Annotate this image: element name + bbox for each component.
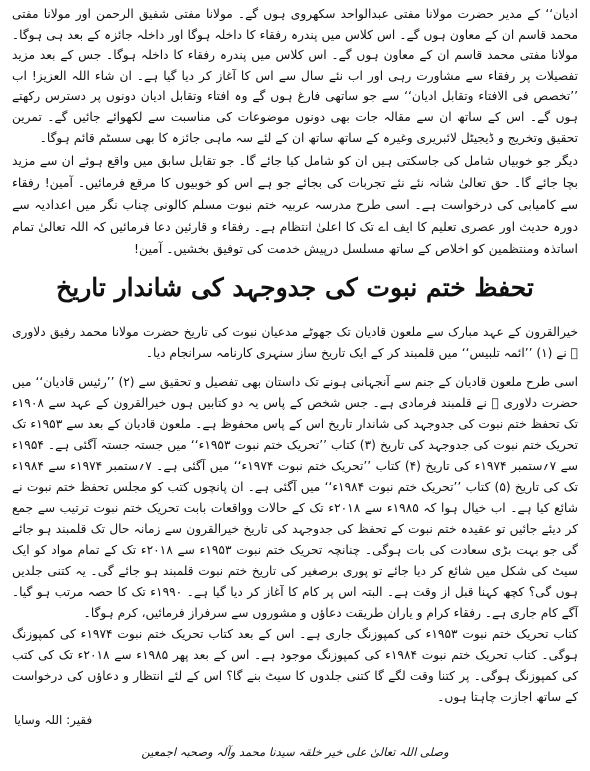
paragraph-history-books: اسی طرح ملعون قادیان کے جنم سے آنجہانی ہونے تک داستان بھی تفصیل و تحقیق سے (۲) ’’رئیس قادیان‘‘ میں حضرت دلاوری ﷫ نے قلمبند فرمادی ہے۔ جس شخص کے پاس یہ دو کتابیں ہوں خیرالقرون کے عہد سے ۱۹۰۸ء تک تحفظ ختم نبوت کی جدوجہد کی شاندار تاریخ اس کے پاس محفوظ ہے۔ ملعون قادیان کے بعد سے ۱۹۵۳ء تک تحریک ختم نبوت کی جدوجہد کی تاریخ (۳) کتاب ’’تحریک ختم نبوت ۱۹۵۳ء‘‘ میں جستہ جستہ آگئی ہے۔ ۱۹۵۴ء سے ۷؍ستمبر ۱۹۷۴ء کی تاریخ (۴) کتاب ’’تحریک ختم نبوت ۱۹۷۴ء‘‘ میں آگئی ہے۔ ۷؍ستمبر ۱۹۷۴ء سے ۱۹۸۴ء تک کی تاریخ (۵) کتاب ’’تحریک ختم نبوت ۱۹۸۴ء‘‘ میں آگئی ہے۔ ان پانچوں کتب کو مجلس تحفظ ختم نبوت نے شائع کیا ہے۔ اب خیال ہوا کہ ۱۹۸۵ء سے ۲۰۱۸ء تک کے حالات وواقعات بابت تحریک ختم نبوت ترتیب سے جمع کر دیئے جائیں تو عقیدہ ختم نبوت کے تحفظ کی جدوجہد کی تاریخ خیرالقرون سے زمانہ حال تک قلمبند ہو جائے گی جو بہت بڑی سعادت کی بات ہوگی۔ چنانچہ تحریک ختم نبوت ۱۹۵۳ء سے ۲۰۱۸ء تک کے تمام مواد کو ایک سیٹ کی شکل میں شائع کر دیا جائے تو پوری برصغیر کی تاریخ ختم نبوت قلمبند ہو جائے گی۔ یہ کتنی جلدیں ہوں گی؟ کچھ کہنا قبل از وقت ہے۔ البتہ اس پر کام کا آغاز کر دیا گیا ہے۔ ۱۹۹۰ء تک کا حصہ مرتب ہو گیا۔ آگے کام جاری ہے۔ رفقاء کرام و یاران طریقت دعاؤں و مشوروں سے سرفراز فرمائیں، کرم ہوگا۔ [12, 374, 578, 620]
paragraph-program-details: ادیان‘‘ کے مدیر حضرت مولانا مفتی عبدالواحد سکھروی ہوں گے۔ مولانا مفتی شفیق الرحمن اور مولانا مفتی محمد قاسم ان کے معاون ہوں گے۔ اس کلاس میں پندرہ رفقاء کا داخلہ ہوگا اور داخلہ جائزہ کے بعد ہی ہوگا۔ مولانا مفتی محمد قاسم ان کے معاون ہوں گے۔ اس کلاس میں پندرہ رفقاء کا داخلہ ہوگا۔ جس کے بعد مزید تفصیلات پر رفقاء سے مشاورت رہی اور اب نئے سال سے اس کا آغاز کر دیا گیا ہے۔ ان شاء اللہ العزیز! اب ’’تخصص فی الافتاء وتقابل ادیان‘‘ سے جو ساتھی فارغ ہوں گے وہ افتاء وتقابل ادیان دونوں پر دسترس رکھتے ہوں گے۔ اس کے ساتھ ان سے مقالہ جات بھی دونوں موضوعات کی مناسبت سے لکھوائے جائیں گے۔ تمرین تحقیق وتخریج و ڈیجیٹل لائبریری وغیرہ کے ساتھ ساتھ ان کے لئے سہ ماہی جائزہ کا بھی سسٹم قائم ہوگا۔ [12, 7, 578, 145]
author-signature: فقیر: اللہ وسایا [14, 713, 93, 727]
paragraph-history-intro: خیرالقرون کے عہد مبارک سے ملعون قادیان تک جھوٹے مدعیان نبوت کی تاریخ حضرت مولانا محمد رفیق دلاوری ﷫ نے (۱) ’’ائمہ تلبیس‘‘ میں قلمبند کر کے ایک تاریخ ساز سنہری کارنامہ سرانجام دیا۔ [12, 325, 578, 360]
closing-salutation: وصلی اللہ تعالیٰ علی خیر خلقہ سیدنا محمد وآلہ وصحبہ اجمعین [141, 745, 449, 759]
paragraph-additional-notes: دیگر جو خوبیاں شامل کی جاسکتی ہیں ان کو شامل کیا جائے گا۔ جو تقابل سابق میں واقع ہوئے ان سے مزید بچا جائے گا۔ حق تعالیٰ شانہ نئے نئے تجربات کی بجائے جو ہے اس کو خوبیوں کا مرقع فرمائیں۔ آمین! رفقاء سے کامیابی کی درخواست ہے۔ اسی طرح مدرسہ عربیہ ختم نبوت مسلم کالونی چناب نگر میں اعدادیہ سے دورہ حدیث اور عصری تعلیم کا ایف اے تک کا اعلیٰ انتظام ہے۔ رفقاء و قارئین دعا فرمائیں کہ اللہ تعالیٰ تمام اساتذہ ومنتظمین کو اخلاص کے ساتھ مسلسل درپیش خدمت کی توفیق بخشیں۔ آمین! [12, 153, 578, 257]
section-title: تحفظ ختم نبوت کی جدوجہد کی شاندار تاریخ [56, 273, 534, 303]
paragraph-composing-status: کتاب تحریک ختم نبوت ۱۹۵۳ء کی کمپوزنگ جاری ہے۔ اس کے بعد کتاب تحریک ختم نبوت ۱۹۷۴ء کی کمپوزنگ ہوگی۔ کتاب تحریک ختم نبوت ۱۹۸۴ء کی کمپوزنگ موجود ہے۔ اس کے بعد پھر ۱۹۸۵ء سے ۲۰۱۸ء تک کی کتب کی کمپوزنگ ہوگی۔ پر کتنا وقت لگے گا کتنی جلدوں کا سیٹ بنے گا؟ اس کے لئے انتظار و دعاؤں کی درخواست کے ساتھ اجازت چاہتا ہوں۔ [12, 626, 578, 704]
